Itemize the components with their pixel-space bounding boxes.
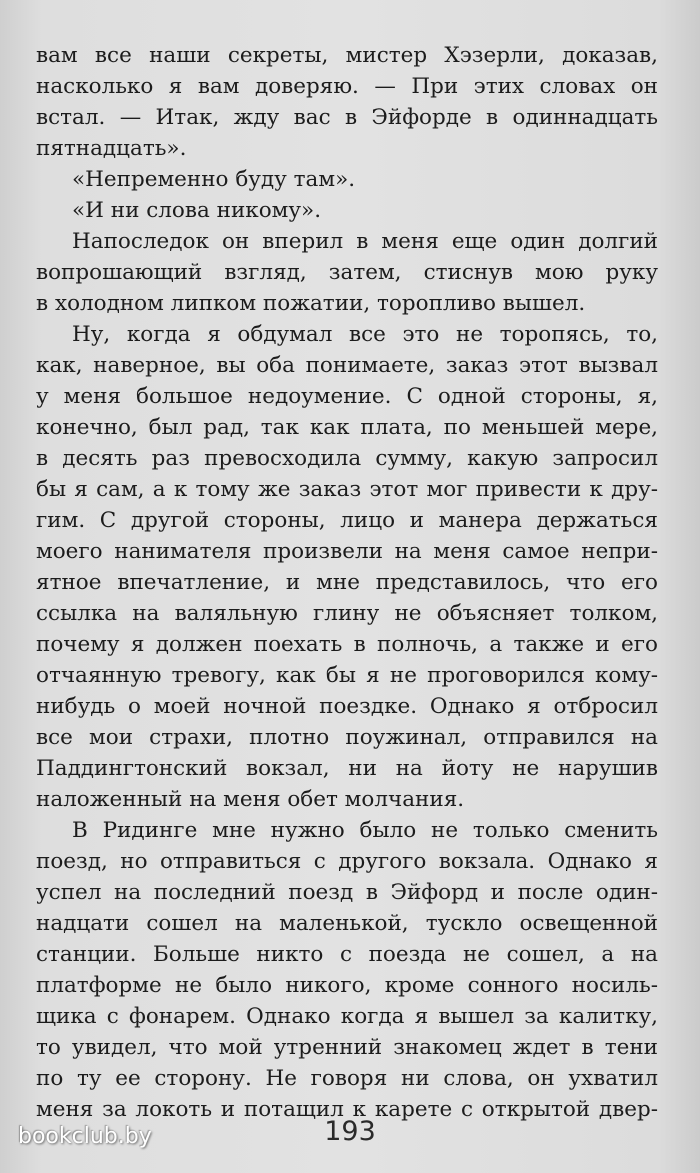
text-line: конечно, был рад, так как плата, по меньшей мере,: [36, 415, 658, 440]
text-line: Ну, когда я обдумал все это не торопясь, то,: [72, 322, 658, 347]
text-line: в десять раз превосходила сумму, какую запросил: [36, 446, 658, 471]
text-line: нибудь о моей ночной поездке. Однако я отбросил: [36, 694, 658, 719]
text-line: встал. — Итак, жду вас в Эйфорде в одиннадцать: [36, 105, 658, 130]
text-line: отчаянную тревогу, как бы я не проговорился кому-: [36, 663, 658, 688]
text-line: Паддингтонский вокзал, ни на йоту не нарушив: [36, 756, 658, 781]
text-line: насколько я вам доверяю. — При этих словах он: [36, 74, 658, 99]
text-line: «И ни слова никому».: [72, 198, 322, 223]
text-line: как, наверное, вы оба понимаете, заказ этот вызвал: [36, 353, 658, 378]
text-line: вам все наши секреты, мистер Хэзерли, доказав,: [36, 43, 658, 68]
text-line: меня за локоть и потащил к карете с открытой двер-: [36, 1097, 658, 1122]
text-line: пятнадцать».: [36, 136, 187, 161]
page-number: 193: [324, 1116, 376, 1147]
text-line: по ту ее сторону. Не говоря ни слова, он ухватил: [36, 1066, 658, 1091]
text-line: ятное впечатление, и мне представилось, что его: [36, 570, 658, 595]
text-line: все мои страхи, плотно поужинал, отправился на: [36, 725, 658, 750]
text-line: станции. Больше никто с поезда не сошел, а на: [36, 942, 658, 967]
text-line: вопрошающий взгляд, затем, стиснув мою руку: [36, 260, 658, 285]
text-line: в холодном липком пожатии, торопливо вышел.: [36, 291, 586, 316]
text-line: «Непременно буду там».: [72, 167, 356, 192]
text-line: В Ридинге мне нужно было не только сменить: [72, 818, 658, 843]
text-line: поезд, но отправиться с другого вокзала. Однако я: [36, 849, 658, 874]
text-line: бы я сам, а к тому же заказ этот мог привести к дру-: [36, 477, 658, 502]
text-line: моего нанимателя произвели на меня самое непри-: [36, 539, 658, 564]
text-line: гим. С другой стороны, лицо и манера держаться: [36, 508, 658, 533]
body-text: [36, 40, 658, 1125]
text-line: Напоследок он вперил в меня еще один долгий: [72, 229, 658, 254]
text-line: ссылка на валяльную глину не объясняет толком,: [36, 601, 658, 626]
text-line: наложенный на меня обет молчания.: [36, 787, 465, 812]
text-line: надцати сошел на маленькой, тускло освещенной: [36, 911, 658, 936]
text-line: почему я должен поехать в полночь, а также и его: [36, 632, 658, 657]
text-line: у меня большое недоумение. С одной стороны, я,: [36, 384, 658, 409]
text-line: то увидел, что мой утренний знакомец ждет в тени: [36, 1035, 658, 1060]
text-line: щика с фонарем. Однако когда я вышел за калитку,: [36, 1004, 658, 1029]
watermark: bookclub.by: [18, 1124, 152, 1149]
text-line: платформе не было никого, кроме сонного носиль-: [36, 973, 658, 998]
text-line: успел на последний поезд в Эйфорд и после один-: [36, 880, 658, 905]
